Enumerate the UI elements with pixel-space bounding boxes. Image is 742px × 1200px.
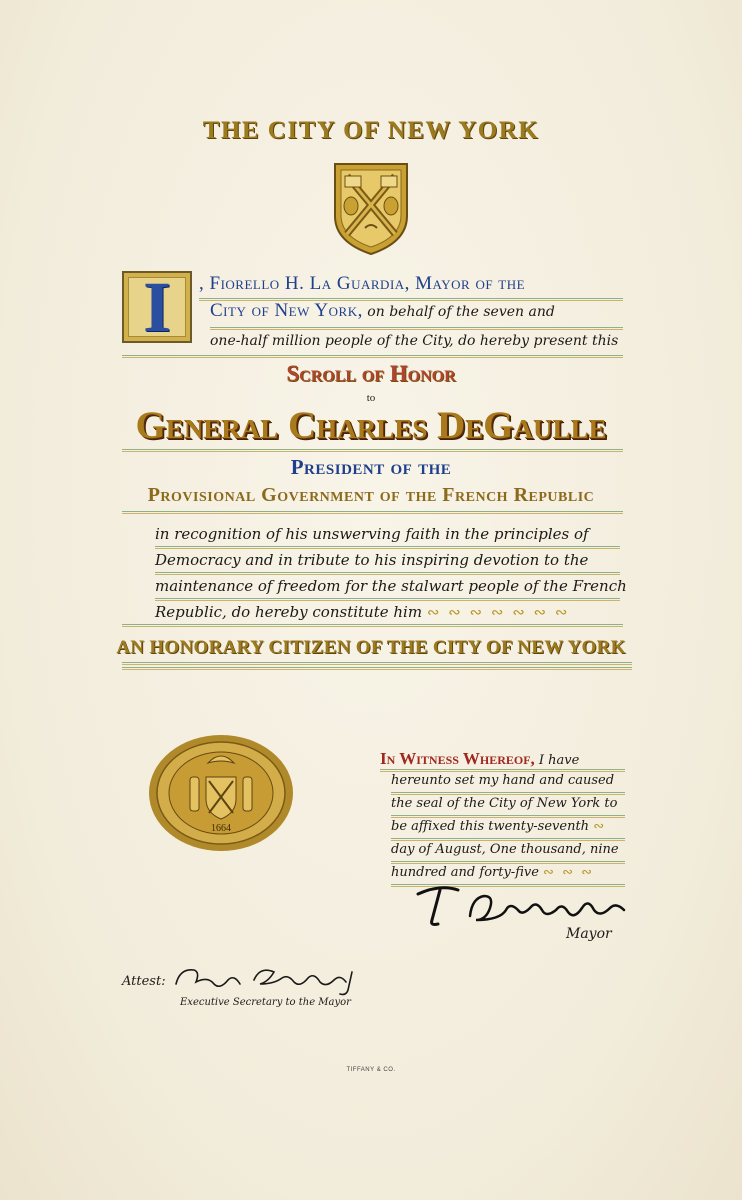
intro-line-2-rest: on behalf of the seven and bbox=[362, 304, 555, 320]
rule bbox=[155, 572, 620, 575]
seal-year: 1664 bbox=[211, 823, 231, 834]
initial-letter: I bbox=[142, 267, 172, 347]
body-line-4-text: Republic, do hereby constitute him bbox=[155, 603, 423, 621]
intro-line-3: one-half million people of the City, do hereby present this bbox=[210, 333, 619, 349]
flourish-ornament: ∾ bbox=[593, 819, 607, 834]
rule bbox=[391, 792, 625, 795]
flourish-ornament: ∾ ∾ ∾ bbox=[543, 865, 594, 880]
witness-line-1-rest: I have bbox=[534, 753, 580, 768]
role-line-2: Provisional Government of the French Republic bbox=[147, 484, 595, 506]
recipient-name: General Charles DeGaulle bbox=[135, 404, 607, 447]
attest-label: Attest: bbox=[122, 974, 166, 989]
honorary-citizen-title: AN HONORARY CITIZEN OF THE CITY OF NEW YORK bbox=[116, 637, 626, 658]
rule bbox=[122, 667, 632, 670]
rule bbox=[380, 769, 625, 772]
rule bbox=[122, 449, 623, 452]
witness-line-4-text: be affixed this twenty-seventh bbox=[391, 819, 590, 834]
rule bbox=[391, 815, 625, 818]
secretary-signature bbox=[170, 958, 370, 998]
page-title: THE CITY OF NEW YORK bbox=[202, 117, 540, 144]
body-line-2: Democracy and in tribute to his inspiring devotion to the bbox=[155, 551, 589, 569]
maker-mark: TIFFANY & CO. bbox=[346, 1067, 396, 1073]
to-label: to bbox=[366, 392, 376, 404]
witness-line-5: day of August, One thousand, nine bbox=[391, 842, 619, 857]
witness-line-6-text: hundred and forty-five bbox=[391, 865, 539, 880]
role-line-1: President of the bbox=[290, 455, 452, 479]
body-line-4 bbox=[155, 603, 569, 621]
rule bbox=[122, 511, 623, 514]
witness-lead: In Witness Whereof, bbox=[380, 749, 535, 768]
illuminated-initial bbox=[122, 267, 192, 347]
rule bbox=[391, 838, 625, 841]
flourish-ornament: ∾ ∾ ∾ ∾ ∾ ∾ ∾ bbox=[426, 603, 570, 621]
city-seal bbox=[146, 733, 296, 853]
intro-line-2 bbox=[210, 300, 555, 322]
attest-title: Executive Secretary to the Mayor bbox=[180, 997, 351, 1008]
rule bbox=[122, 624, 623, 627]
mayor-label: Mayor bbox=[566, 926, 612, 942]
intro-line-1: , Fiorello H. La Guardia, Mayor of the bbox=[199, 273, 526, 294]
rule bbox=[391, 861, 625, 864]
witness-line-1 bbox=[380, 749, 579, 769]
body-line-1: in recognition of his unswerving faith in the principles of bbox=[155, 525, 589, 543]
witness-line-2: hereunto set my hand and caused bbox=[391, 773, 615, 788]
witness-line-4 bbox=[391, 819, 606, 834]
rule bbox=[122, 355, 623, 358]
witness-line-6 bbox=[391, 865, 594, 880]
witness-line-3: the seal of the City of New York to bbox=[391, 796, 618, 811]
body-line-3: maintenance of freedom for the stalwart people of the French bbox=[155, 577, 627, 595]
rule bbox=[155, 598, 620, 601]
city-name: City of New York, bbox=[210, 300, 363, 321]
city-shield-emblem bbox=[331, 158, 411, 258]
scroll-of-honor-title: Scroll of Honor bbox=[286, 361, 456, 386]
rule bbox=[155, 546, 620, 549]
rule bbox=[210, 327, 623, 330]
rule bbox=[122, 662, 632, 665]
mayor-signature bbox=[410, 880, 650, 930]
